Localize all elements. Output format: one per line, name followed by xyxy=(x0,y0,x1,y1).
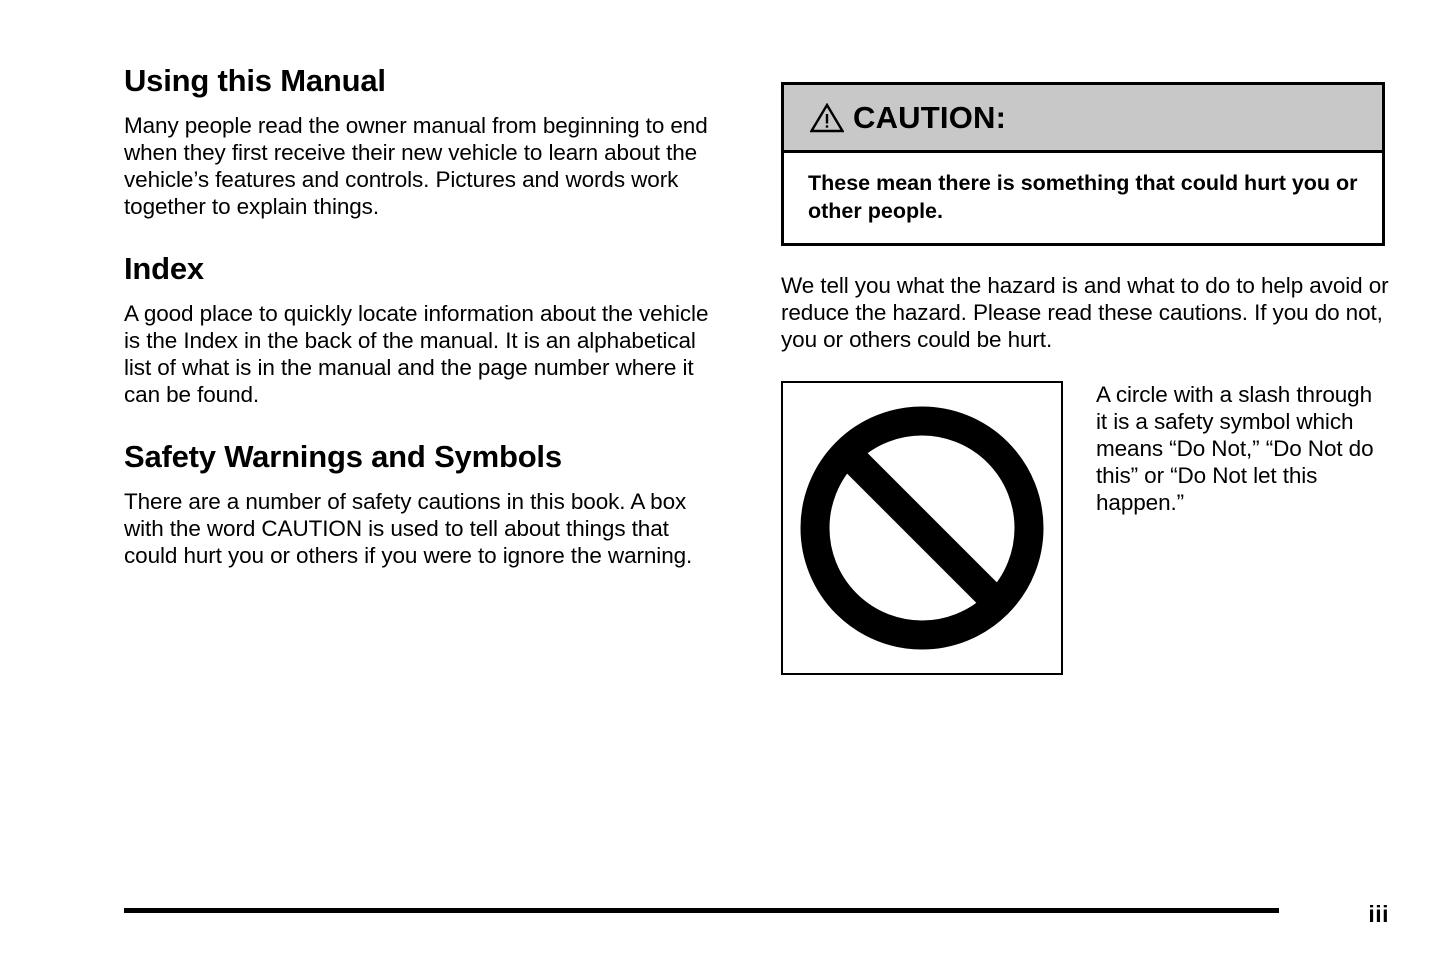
symbol-caption: A circle with a slash through it is a safety symbol which means “Do Not,” “Do Not do this” or “Do Not let this happen.” xyxy=(1096,382,1374,515)
right-column xyxy=(781,82,1391,675)
hazard-paragraph: We tell you what the hazard is and what to do to help avoid or reduce the hazard. Please read these cautions. If you do not, you or others could be hurt. xyxy=(781,273,1389,352)
symbol-row xyxy=(781,381,1391,675)
footer-rule xyxy=(124,908,1279,913)
intro-paragraph: Many people read the owner manual from beginning to end when they first receive their new vehicle to learn about the vehicle’s features and controls. Pictures and words work together to explain things. xyxy=(124,113,708,220)
warning-triangle-icon xyxy=(810,103,844,133)
safety-warnings-paragraph: There are a number of safety cautions in this book. A box with the word CAUTION is used to tell about things that could hurt you or others if you were to ignore the warning. xyxy=(124,489,693,569)
page-title: Using this Manual xyxy=(124,63,386,98)
caution-body xyxy=(784,153,1382,243)
safety-warnings-heading: Safety Warnings and Symbols xyxy=(124,439,562,475)
caution-text: These mean there is something that could hurt you or other people. xyxy=(808,171,1358,223)
index-paragraph: A good place to quickly locate information about the vehicle is the Index in the back of the manual. It is an alphabetical list of what is in the manual and the page number where it can be found. xyxy=(124,301,709,408)
left-column xyxy=(124,64,724,569)
index-heading: Index xyxy=(124,251,204,287)
caution-box xyxy=(781,82,1385,246)
prohibition-circle-slash-icon xyxy=(783,383,1061,673)
caution-header xyxy=(784,85,1382,153)
caution-label: CAUTION: xyxy=(853,99,1007,135)
symbol-frame xyxy=(781,381,1063,675)
page-number: iii xyxy=(1368,901,1389,927)
